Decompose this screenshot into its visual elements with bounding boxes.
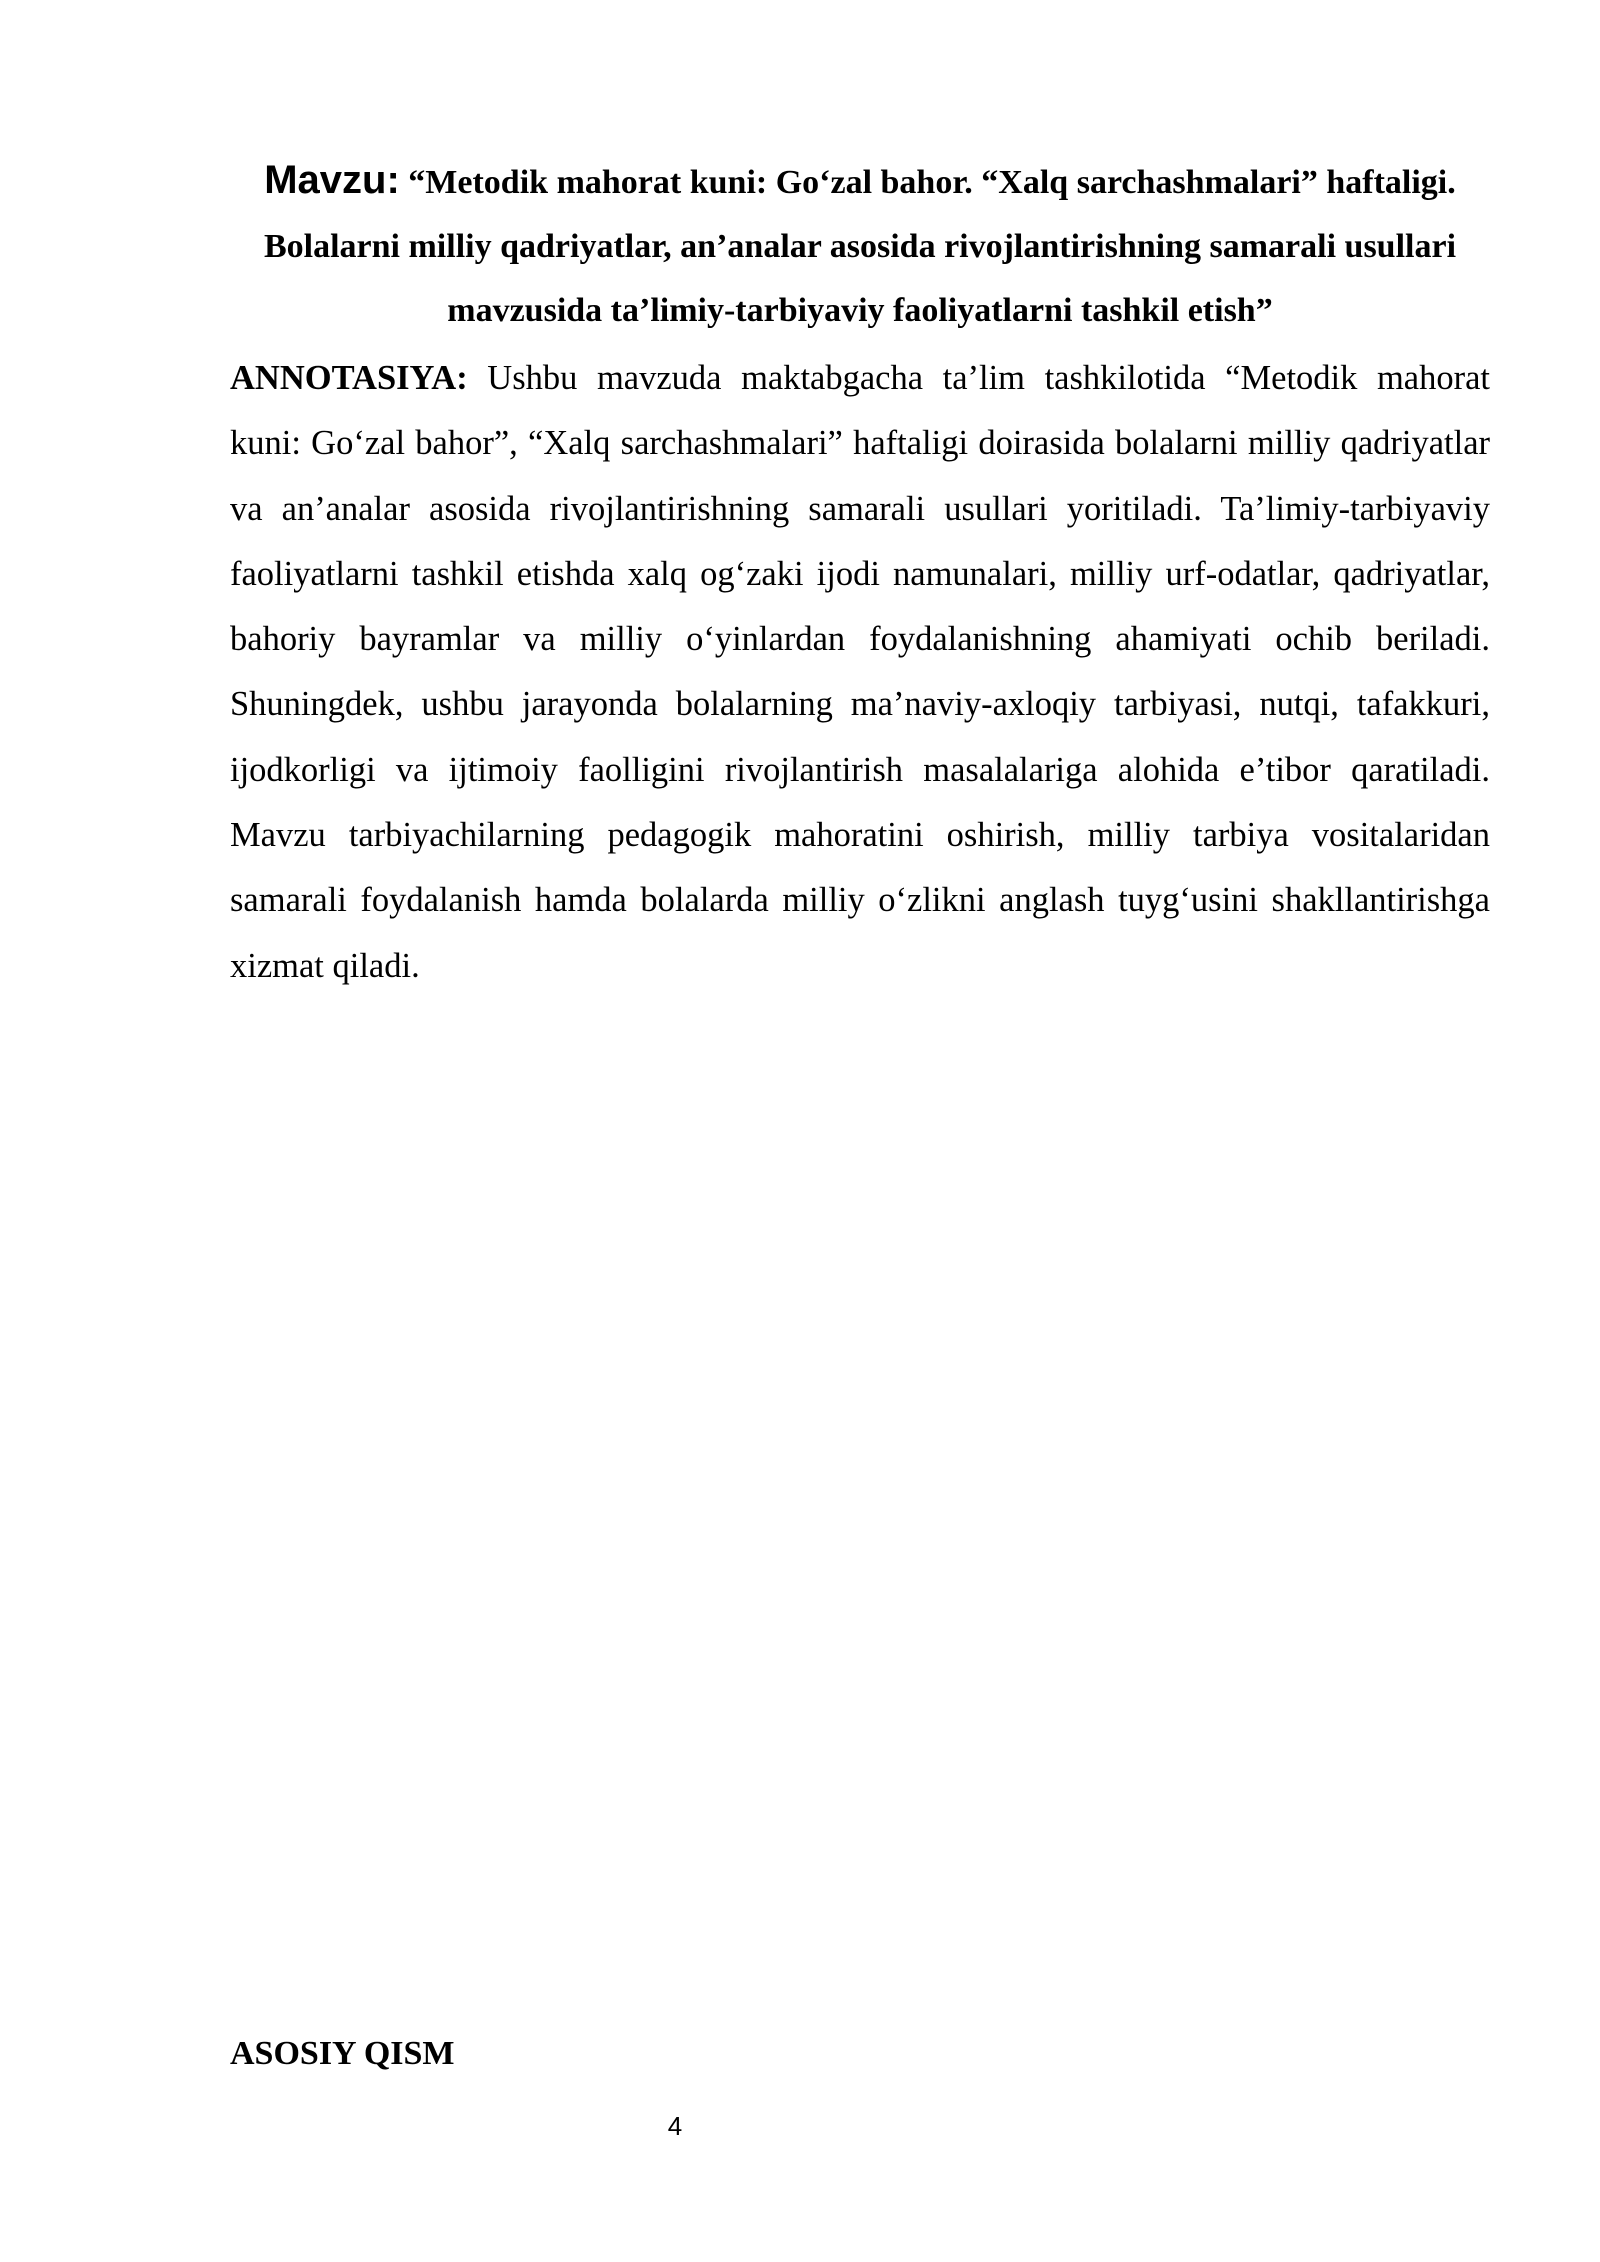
annotation-paragraph xyxy=(230,346,1490,999)
annotation-label: ANNOTASIYA: xyxy=(230,359,468,397)
section-heading: ASOSIY QISM xyxy=(230,2035,455,2072)
annotation-text: Ushbu mavzuda maktabgacha ta’lim tashkilotida “Metodik mahorat kuni: Go‘zal bahor”, “Xalq sarchashmalari” haftaligi doirasida bolalarni milliy qadriyatlar va an’analar asosida rivojlantirishning samarali usullari yoritiladi. Ta’limiy-tarbiyaviy faoliyatlarni tashkil etishda xalq og‘zaki ijodi namunalari, milliy urf-odatlar, qadriyatlar, bahoriy bayramlar va milliy o‘yinlardan foydalanishning ahamiyati ochib beriladi. Shuningdek, ushbu jarayonda bolalarning ma’naviy-axloqiy tarbiyasi, nutqi, tafakkuri, ijodkorligi va ijtimoiy faolligini rivojlantirish masalalariga alohida e’tibor qaratiladi. Mavzu tarbiyachilarning pedagogik mahoratini oshirish, milliy tarbiya vositalaridan samarali foydalanish hamda bolalarda milliy o‘zlikni anglash tuyg‘usini shakllantirishga xizmat qiladi. xyxy=(230,359,1490,985)
page-number: 4 xyxy=(667,2111,683,2141)
title-text: “Metodik mahorat kuni: Go‘zal bahor. “Xalq sarchashmalari” haftaligi. Bolalarni milliy qadriyatlar, an’analar asosida rivojlantirishning samarali usullari mavzusida ta’limiy-tarbiyaviy faoliyatlarni tashkil etish” xyxy=(263,164,1457,329)
title-lead: Mavzu: xyxy=(264,158,400,202)
document-title xyxy=(230,148,1490,343)
